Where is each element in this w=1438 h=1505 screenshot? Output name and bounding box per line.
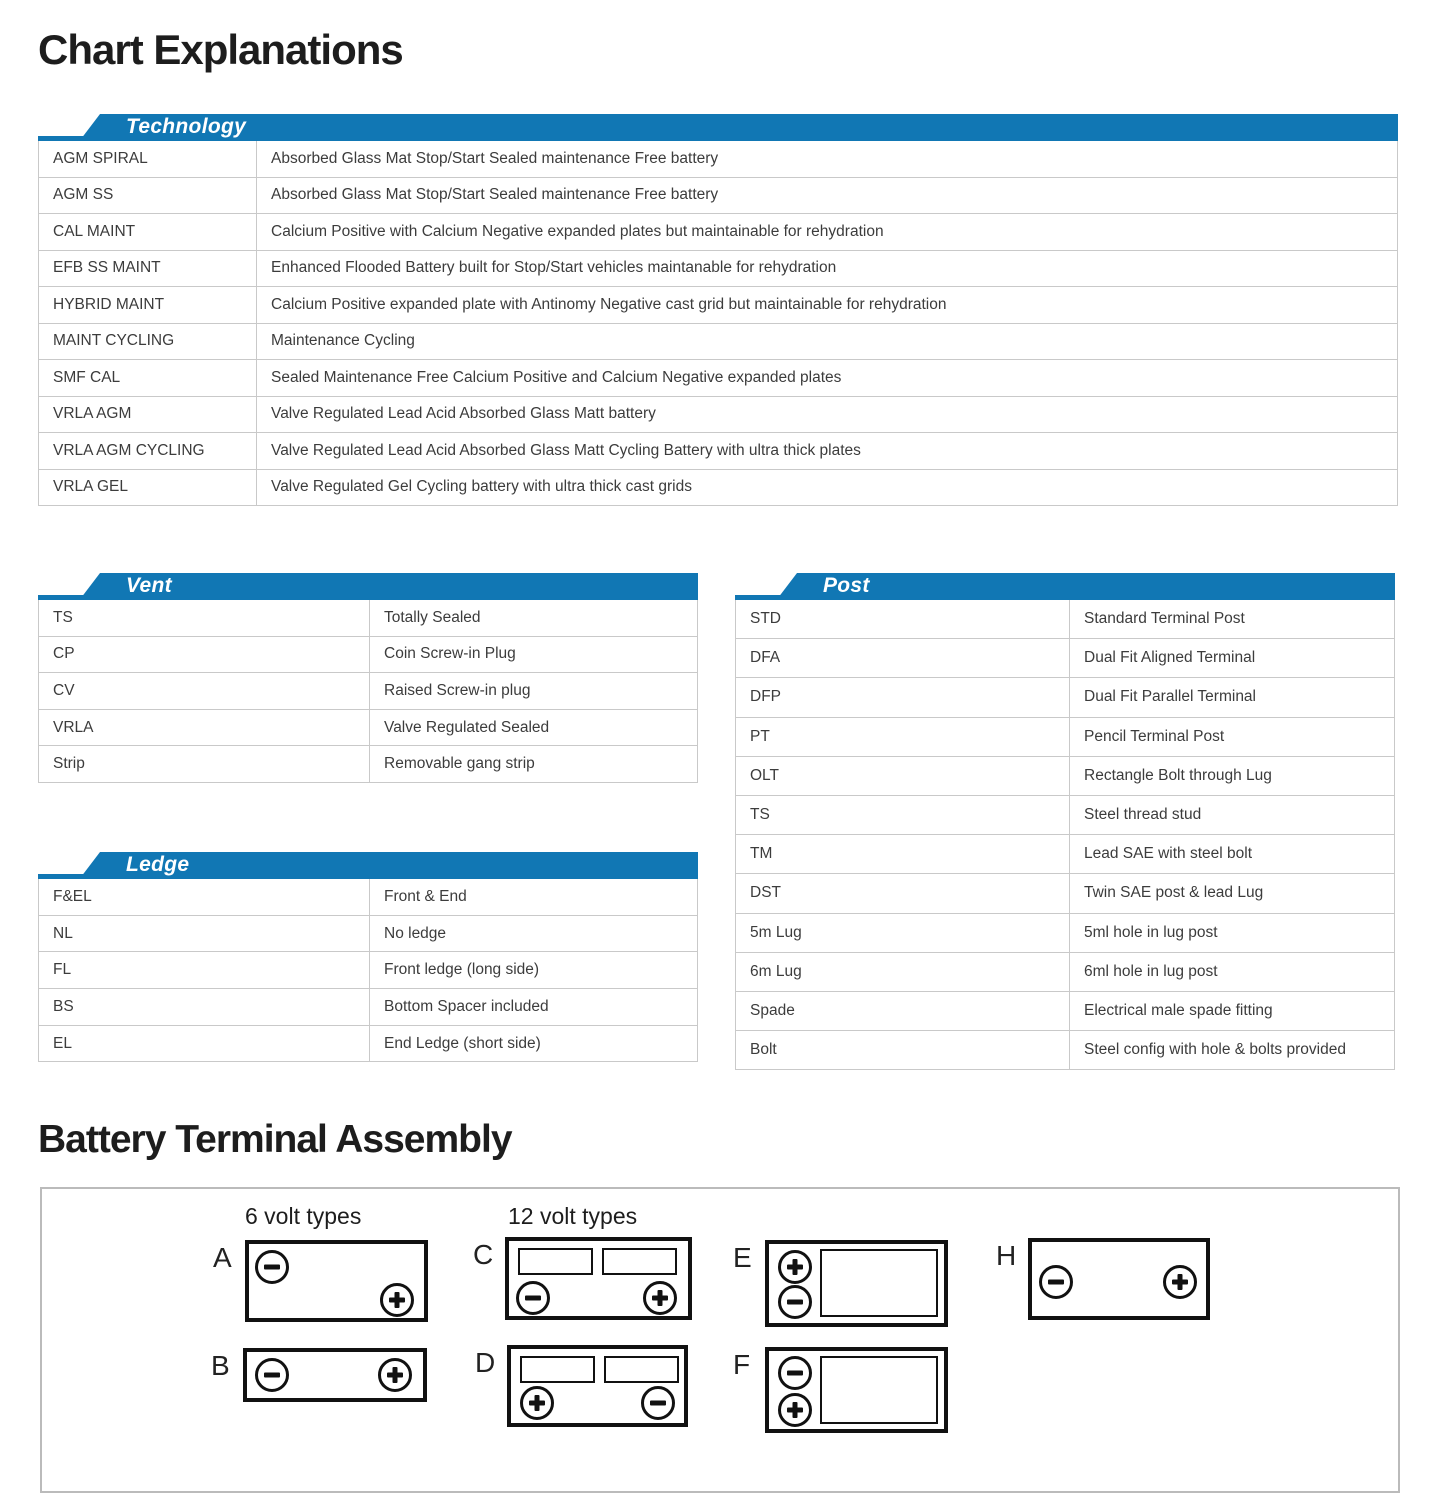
minus-terminal-icon — [641, 1386, 675, 1420]
description-cell: Front ledge (long side) — [369, 952, 697, 988]
battery-type-label: E — [733, 1242, 752, 1273]
technology-section-title: Technology — [126, 114, 247, 138]
table-row — [39, 600, 697, 637]
description-cell: 5ml hole in lug post — [1069, 914, 1394, 952]
code-cell: F&EL — [53, 887, 92, 905]
table-row — [736, 874, 1394, 913]
code-cell: DST — [750, 884, 781, 902]
battery-type-label: C — [473, 1239, 494, 1270]
table-row — [736, 914, 1394, 953]
description-cell: Steel thread stud — [1069, 796, 1394, 834]
table-row — [39, 433, 1397, 470]
code-cell: OLT — [750, 766, 779, 784]
code-cell: CP — [53, 645, 75, 663]
code-cell: 5m Lug — [750, 923, 802, 941]
code-cell: Spade — [750, 1001, 795, 1019]
table-row — [39, 916, 697, 953]
description-cell: Enhanced Flooded Battery built for Stop/Start vehicles maintanable for rehydration — [256, 251, 1397, 287]
post-section-title: Post — [823, 573, 870, 597]
description-cell: End Ledge (short side) — [369, 1026, 697, 1062]
table-row — [39, 989, 697, 1026]
description-cell: Standard Terminal Post — [1069, 600, 1394, 638]
table-row — [39, 952, 697, 989]
vent-cap — [820, 1249, 938, 1317]
table-row — [736, 992, 1394, 1031]
code-cell: AGM SPIRAL — [53, 149, 148, 167]
code-cell: VRLA AGM CYCLING — [53, 441, 205, 459]
vent-section-header — [38, 573, 698, 600]
code-cell: EFB SS MAINT — [53, 259, 161, 277]
code-cell: DFA — [750, 649, 781, 667]
code-cell: SMF CAL — [53, 368, 121, 386]
description-cell: Twin SAE post & lead Lug — [1069, 874, 1394, 912]
table-row — [39, 710, 697, 747]
description-cell: Valve Regulated Gel Cycling battery with ultra thick cast grids — [256, 470, 1397, 506]
table-row — [39, 324, 1397, 361]
plus-terminal-icon — [380, 1283, 414, 1317]
code-cell: TS — [750, 806, 770, 824]
description-cell: Coin Screw-in Plug — [369, 637, 697, 673]
page-title: Chart Explanations — [38, 26, 403, 73]
description-cell: Lead SAE with steel bolt — [1069, 835, 1394, 873]
description-cell: Calcium Positive expanded plate with Antinomy Negative cast grid but maintainable for rehydration — [256, 287, 1397, 323]
vent-table — [38, 600, 698, 783]
minus-terminal-icon — [778, 1356, 812, 1390]
code-cell: 6m Lug — [750, 962, 802, 980]
battery-diagram-b — [211, 1348, 427, 1402]
code-cell: CAL MAINT — [53, 222, 136, 240]
vent-section-title: Vent — [126, 573, 172, 597]
description-cell: Maintenance Cycling — [256, 324, 1397, 360]
battery-diagram-e — [733, 1240, 948, 1327]
vent-cap — [520, 1356, 595, 1383]
code-cell: VRLA AGM — [53, 405, 132, 423]
battery-diagram-c — [473, 1237, 692, 1320]
table-row — [39, 360, 1397, 397]
table-row — [39, 746, 697, 783]
battery-type-label: F — [733, 1349, 751, 1380]
code-cell: PT — [750, 727, 770, 745]
table-row — [39, 178, 1397, 215]
description-cell: No ledge — [369, 916, 697, 952]
code-cell: DFP — [750, 688, 781, 706]
ledge-table — [38, 879, 698, 1062]
table-row — [736, 600, 1394, 639]
table-row — [39, 673, 697, 710]
vent-cap — [820, 1356, 938, 1424]
technology-table — [38, 141, 1398, 506]
vent-cap — [604, 1356, 679, 1383]
description-cell: Front & End — [369, 879, 697, 915]
description-cell: Rectangle Bolt through Lug — [1069, 757, 1394, 795]
battery-diagram-f — [733, 1347, 948, 1433]
description-cell: Raised Screw-in plug — [369, 673, 697, 709]
table-row — [736, 835, 1394, 874]
description-cell: Valve Regulated Sealed — [369, 710, 697, 746]
description-cell: Calcium Positive with Calcium Negative expanded plates but maintainable for rehydration — [256, 214, 1397, 250]
table-row — [39, 251, 1397, 288]
plus-terminal-icon — [378, 1358, 412, 1392]
code-cell: VRLA GEL — [53, 478, 128, 496]
code-cell: AGM SS — [53, 186, 114, 204]
terminal-assembly-diagram-box — [40, 1187, 1400, 1493]
table-row — [39, 141, 1397, 178]
twelve-volt-group-label: 12 volt types — [508, 1203, 638, 1229]
code-cell: HYBRID MAINT — [53, 295, 165, 313]
description-cell: Sealed Maintenance Free Calcium Positive and Calcium Negative expanded plates — [256, 360, 1397, 396]
minus-terminal-icon — [255, 1250, 289, 1284]
table-row — [39, 637, 697, 674]
description-cell: Pencil Terminal Post — [1069, 718, 1394, 756]
table-row — [736, 796, 1394, 835]
table-row — [39, 470, 1397, 507]
code-cell: CV — [53, 681, 75, 699]
plus-terminal-icon — [1163, 1265, 1197, 1299]
vent-cap — [518, 1248, 593, 1275]
minus-terminal-icon — [516, 1281, 550, 1315]
table-row — [736, 639, 1394, 678]
table-row — [736, 1031, 1394, 1070]
plus-terminal-icon — [778, 1393, 812, 1427]
plus-terminal-icon — [520, 1386, 554, 1420]
code-cell: STD — [750, 610, 781, 628]
description-cell: Removable gang strip — [369, 746, 697, 782]
description-cell: Steel config with hole & bolts provided — [1069, 1031, 1394, 1069]
description-cell: Dual Fit Aligned Terminal — [1069, 639, 1394, 677]
post-section-header — [735, 573, 1395, 600]
description-cell: Absorbed Glass Mat Stop/Start Sealed maintenance Free battery — [256, 141, 1397, 177]
table-row — [736, 718, 1394, 757]
code-cell: BS — [53, 997, 74, 1015]
battery-diagram-d — [475, 1345, 688, 1427]
code-cell: NL — [53, 924, 73, 942]
plus-terminal-icon — [778, 1250, 812, 1284]
description-cell: Absorbed Glass Mat Stop/Start Sealed maintenance Free battery — [256, 178, 1397, 214]
description-cell: Dual Fit Parallel Terminal — [1069, 678, 1394, 716]
description-cell: Electrical male spade fitting — [1069, 992, 1394, 1030]
battery-diagram-a — [213, 1240, 428, 1322]
code-cell: VRLA — [53, 718, 94, 736]
description-cell: Valve Regulated Lead Acid Absorbed Glass Matt battery — [256, 397, 1397, 433]
table-row — [39, 287, 1397, 324]
description-cell: Totally Sealed — [369, 600, 697, 636]
code-cell: Bolt — [750, 1041, 777, 1059]
battery-type-label: H — [996, 1240, 1017, 1271]
table-row — [39, 397, 1397, 434]
post-table — [735, 600, 1395, 1070]
table-row — [736, 678, 1394, 717]
plus-terminal-icon — [643, 1281, 677, 1315]
table-row — [736, 757, 1394, 796]
battery-type-label: D — [475, 1347, 496, 1378]
code-cell: TM — [750, 845, 773, 863]
code-cell: Strip — [53, 755, 85, 773]
description-cell: Bottom Spacer included — [369, 989, 697, 1025]
table-row — [39, 214, 1397, 251]
minus-terminal-icon — [778, 1285, 812, 1319]
description-cell: 6ml hole in lug post — [1069, 953, 1394, 991]
assembly-title: Battery Terminal Assembly — [38, 1118, 512, 1161]
battery-type-label: A — [213, 1242, 232, 1273]
ledge-section-header — [38, 852, 698, 879]
table-row — [736, 953, 1394, 992]
code-cell: MAINT CYCLING — [53, 332, 175, 350]
code-cell: EL — [53, 1034, 72, 1052]
vent-cap — [602, 1248, 677, 1275]
table-row — [39, 879, 697, 916]
code-cell: FL — [53, 961, 72, 979]
battery-type-label: B — [211, 1350, 230, 1381]
ledge-section-title: Ledge — [126, 852, 190, 876]
code-cell: TS — [53, 608, 73, 626]
table-row — [39, 1026, 697, 1063]
description-cell: Valve Regulated Lead Acid Absorbed Glass Matt Cycling Battery with ultra thick plates — [256, 433, 1397, 469]
technology-section-header — [38, 114, 1398, 141]
minus-terminal-icon — [255, 1358, 289, 1392]
minus-terminal-icon — [1039, 1265, 1073, 1299]
battery-diagram-h — [996, 1238, 1210, 1320]
six-volt-group-label: 6 volt types — [245, 1203, 362, 1229]
